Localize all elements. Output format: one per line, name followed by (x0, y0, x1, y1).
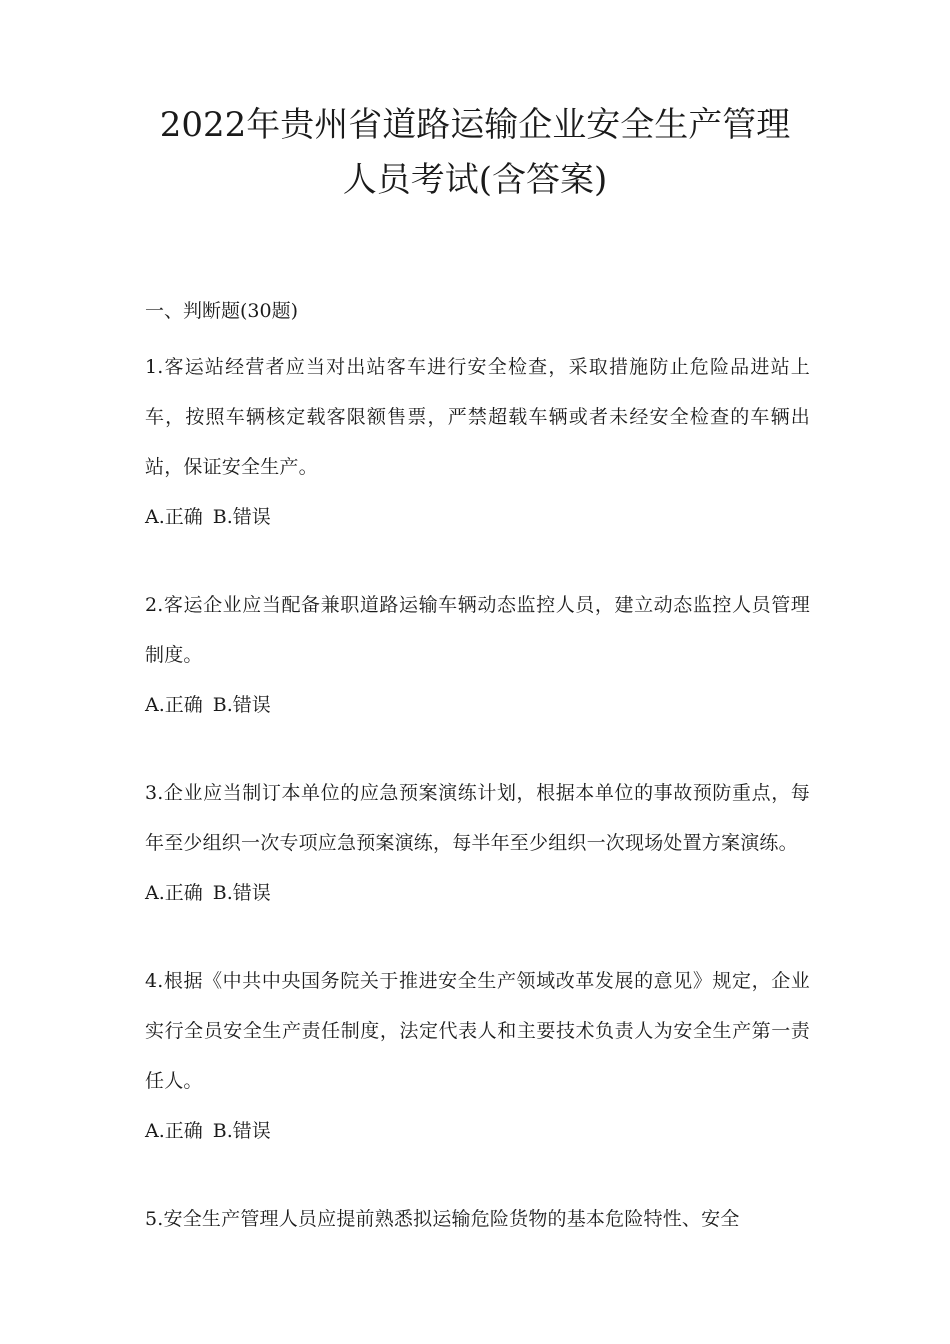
option-a: A.正确 (145, 694, 203, 716)
spacer (145, 542, 810, 566)
section-heading: 一、判断题(30题) (145, 300, 299, 322)
question-stem: 1.客运站经营者应当对出站客车进行安全检查，采取措施防止危险品进站上车，按照车辆核定载客限额售票，严禁超载车辆或者未经安全检查的车辆出站，保证安全生产。 (145, 356, 810, 478)
option-b: B.错误 (212, 506, 271, 528)
title-line-1: 2022年贵州省道路运输企业安全生产管理 (159, 105, 791, 145)
title-line-2: 人员考试(含答案) (342, 160, 608, 200)
document-title (100, 98, 850, 208)
question-stem: 5.安全生产管理人员应提前熟悉拟运输危险货物的基本危险特性、安全 (145, 1208, 740, 1230)
document-body (145, 294, 810, 1244)
question-1 (145, 342, 810, 566)
question-options (145, 680, 810, 730)
option-a: A.正确 (145, 1120, 203, 1142)
question-stem: 3.企业应当制订本单位的应急预案演练计划，根据本单位的事故预防重点，每年至少组织一次专项应急预案演练，每半年至少组织一次现场处置方案演练。 (145, 782, 810, 854)
spacer (145, 918, 810, 942)
option-b: B.错误 (212, 694, 271, 716)
question-5 (145, 1194, 810, 1244)
question-options (145, 492, 810, 542)
question-3 (145, 768, 810, 942)
option-a: A.正确 (145, 506, 203, 528)
option-b: B.错误 (212, 1120, 271, 1142)
spacer (145, 1156, 810, 1180)
question-stem: 2.客运企业应当配备兼职道路运输车辆动态监控人员，建立动态监控人员管理制度。 (145, 594, 810, 666)
question-options (145, 868, 810, 918)
question-options (145, 1106, 810, 1156)
question-4 (145, 956, 810, 1180)
question-stem: 4.根据《中共中央国务院关于推进安全生产领域改革发展的意见》规定，企业实行全员安全生产责任制度，法定代表人和主要技术负责人为安全生产第一责任人。 (145, 970, 810, 1092)
spacer (145, 730, 810, 754)
question-2 (145, 580, 810, 754)
option-b: B.错误 (212, 882, 271, 904)
option-a: A.正确 (145, 882, 203, 904)
